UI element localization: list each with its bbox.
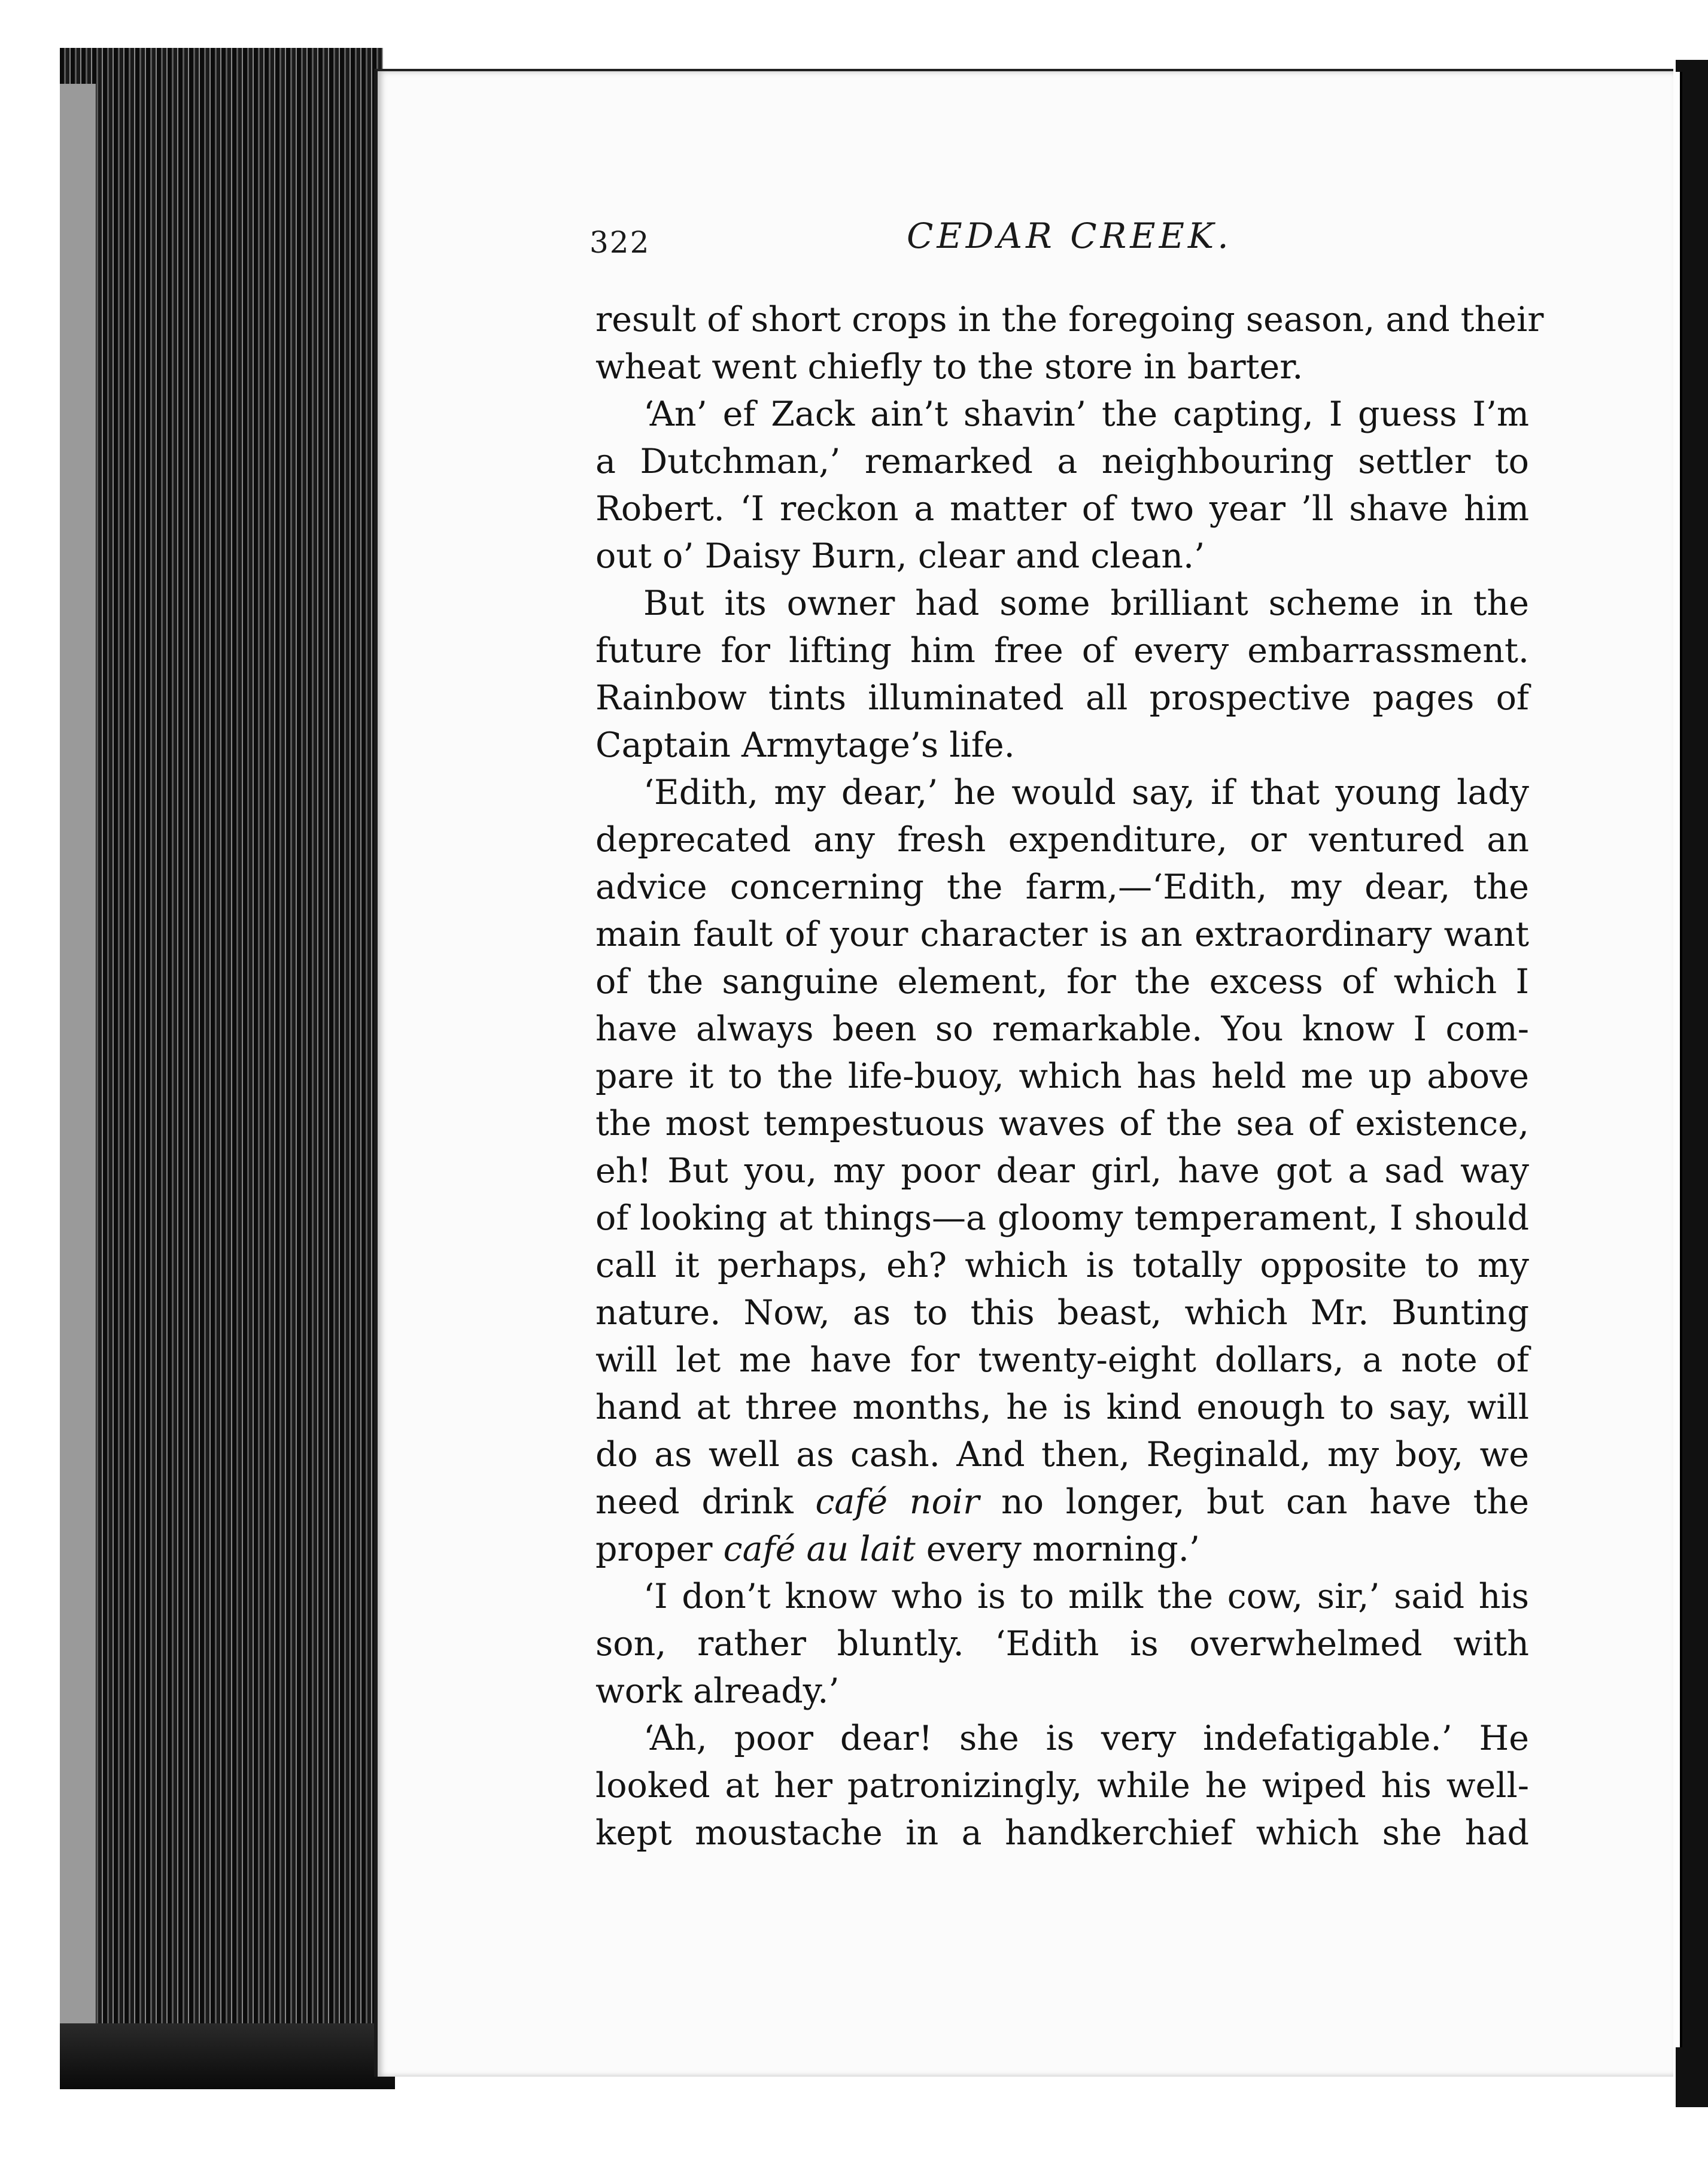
text-line: Rainbow tints illuminated all prospective pages of bbox=[595, 678, 1529, 718]
book-cover-edge bbox=[60, 84, 96, 2059]
body-text bbox=[595, 296, 1544, 1857]
text-line: will let me have for twenty-eight dollars, a note of bbox=[595, 1340, 1529, 1380]
text-line: deprecated any fresh expenditure, or ventured an bbox=[595, 820, 1529, 860]
text-line: looked at her patronizingly, while he wiped his well- bbox=[595, 1766, 1529, 1805]
text-line: pare it to the life-buoy, which has held me up above bbox=[595, 1057, 1529, 1096]
text-line: a Dutchman,’ remarked a neighbouring settler to bbox=[595, 442, 1529, 481]
text-line: result of short crops in the foregoing season, and their bbox=[595, 300, 1544, 339]
text-line: Robert. ‘I reckon a matter of two year ’ll shave him bbox=[595, 489, 1529, 529]
book-page-edges bbox=[60, 48, 383, 2083]
text-line-start: proper bbox=[595, 1529, 724, 1569]
text-line: the most tempestuous waves of the sea of existence, bbox=[595, 1104, 1529, 1143]
italic-phrase: café noir bbox=[815, 1482, 980, 1522]
running-title: CEDAR CREEK. bbox=[907, 216, 1232, 256]
italic-phrase: café au lait bbox=[723, 1529, 916, 1569]
text-line: hand at three months, he is kind enough to say, will bbox=[595, 1388, 1529, 1427]
text-line: out o’ Daisy Burn, clear and clean.’ bbox=[595, 536, 1205, 576]
text-line: Captain Armytage’s life. bbox=[595, 726, 1015, 765]
text-line: wheat went chiefly to the store in barter. bbox=[595, 347, 1303, 387]
text-line: ‘Edith, my dear,’ he would say, if that young lady bbox=[643, 773, 1529, 812]
text-line: main fault of your character is an extraordinary want bbox=[595, 915, 1529, 954]
running-head bbox=[589, 216, 1523, 269]
text-line: future for lifting him free of every embarrassment. bbox=[595, 631, 1529, 670]
text-line bbox=[595, 1526, 1529, 1573]
book-bottom-edge bbox=[60, 2023, 395, 2089]
text-line: ‘Ah, poor dear! she is very indefatigable.’ He bbox=[643, 1719, 1529, 1758]
text-line bbox=[595, 1479, 1529, 1526]
text-line-start: need drink bbox=[595, 1482, 816, 1522]
text-line: work already.’ bbox=[595, 1671, 840, 1711]
text-line: son, rather bluntly. ‘Edith is overwhelmed with bbox=[595, 1624, 1529, 1664]
page-number: 322 bbox=[589, 225, 651, 260]
text-line: eh! But you, my poor dear girl, have got a sad way bbox=[595, 1151, 1529, 1191]
text-line: call it perhaps, eh? which is totally opposite to my bbox=[595, 1246, 1529, 1285]
text-line: have always been so remarkable. You know I com- bbox=[595, 1009, 1529, 1049]
text-line: nature. Now, as to this beast, which Mr. Bunting bbox=[595, 1293, 1529, 1333]
text-line-end: every morning.’ bbox=[915, 1529, 1200, 1569]
text-line: do as well as cash. And then, Reginald, my boy, we bbox=[595, 1435, 1529, 1474]
text-line: of the sanguine element, for the excess of which I bbox=[595, 962, 1529, 1002]
text-line: But its owner had some brilliant scheme in the bbox=[643, 584, 1529, 623]
text-line: ‘I don’t know who is to milk the cow, sir,’ said his bbox=[643, 1577, 1529, 1616]
text-line-end: no longer, but can have the bbox=[979, 1482, 1529, 1522]
text-line: kept moustache in a handkerchief which she had bbox=[595, 1813, 1529, 1853]
text-line: ‘An’ ef Zack ain’t shavin’ the capting, I guess I’m bbox=[643, 394, 1529, 434]
text-line: of looking at things—a gloomy temperament, I should bbox=[595, 1198, 1529, 1238]
text-line: advice concerning the farm,—‘Edith, my dear, the bbox=[595, 867, 1529, 907]
